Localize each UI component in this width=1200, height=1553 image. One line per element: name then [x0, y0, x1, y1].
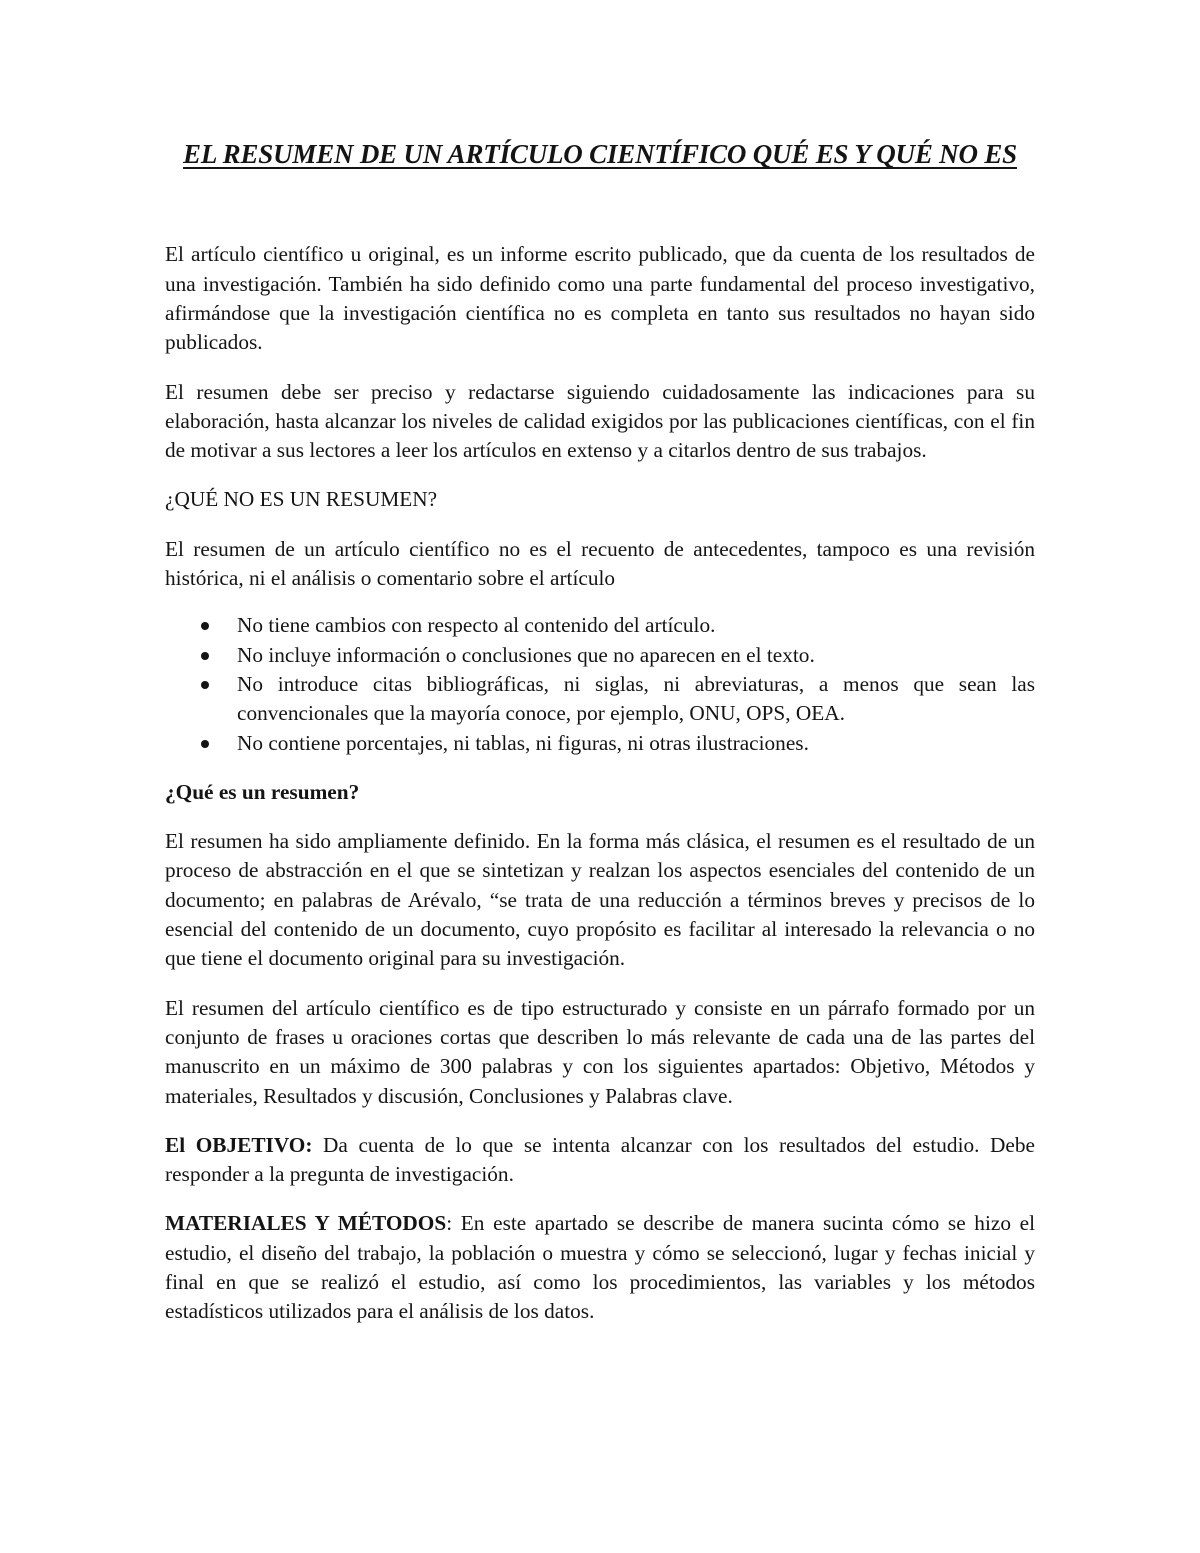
materiales-label: MATERIALES Y MÉTODOS: [165, 1211, 447, 1236]
document-title: EL RESUMEN DE UN ARTÍCULO CIENTÍFICO QUÉ ES Y QUÉ NO ES: [183, 139, 1017, 169]
list-item-text: No tiene cambios con respecto al contenido del artículo.: [237, 613, 716, 638]
bullet-icon: [201, 652, 209, 660]
paragraph-purpose: El resumen debe ser preciso y redactarse siguiendo cuidadosamente las indicaciones para su elaboración, hasta alcanzar los niveles de calidad exigidos por las publicaciones científicas, con el fin de motivar a sus lectores a leer los artículos en extenso y a citarlos dentro de sus trabajos.: [165, 379, 1035, 463]
list-item: [165, 641, 1035, 670]
paragraph-definition: El resumen ha sido ampliamente definido. En la forma más clásica, el resumen es el resultado de un proceso de abstracción en el que se sintetizan y realzan los aspectos esenciales del contenido de un documento; en palabras de Arévalo, “se trata de una reducción a términos breves y precisos de lo esencial del contenido de un documento, cuyo propósito es facilitar al interesado la relevancia o no que tiene el documento original para su investigación.: [165, 829, 1035, 971]
paragraph-intro: El artículo científico u original, es un informe escrito publicado, que da cuenta de los resultados de una investigación. También ha sido definido como una parte fundamental del proceso investigativo, afirmándose que la investigación científica no es completa en tanto sus resultados no hayan sido publicados.: [165, 242, 1035, 355]
list-item: [165, 611, 1035, 640]
bullet-icon: [201, 622, 209, 630]
bullet-icon: [201, 740, 209, 748]
paragraph-objetivo: [165, 1131, 1035, 1190]
materiales-text: : En este apartado se describe de manera sucinta cómo se hizo el estudio, el diseño del trabajo, la población o muestra y cómo se seleccionó, lugar y fechas inicial y final en que se realizó el estudio, así como los procedimientos, las variables y los métodos estadísticos utilizados para el análisis de los datos.: [165, 1211, 1035, 1324]
paragraph-structure: El resumen del artículo científico es de tipo estructurado y consiste en un párrafo formado por un conjunto de frases u oraciones cortas que describen lo más relevante de cada una de las partes del manuscrito en un máximo de 300 palabras y con los siguientes apartados: Objetivo, Métodos y materiales, Resultados y discusión, Conclusiones y Palabras clave.: [165, 995, 1035, 1108]
bullet-list: [165, 611, 1035, 757]
list-item: [165, 729, 1035, 758]
paragraph-not-intro: El resumen de un artículo científico no es el recuento de antecedentes, tampoco es una revisión histórica, ni el análisis o comentario sobre el artículo: [165, 536, 1035, 591]
objetivo-text: Da cuenta de lo que se intenta alcanzar con los resultados del estudio. Debe responder a la pregunta de investigación.: [165, 1132, 1035, 1187]
document-page: [165, 138, 1035, 1327]
objetivo-label: El OBJETIVO:: [165, 1132, 313, 1157]
list-item: [165, 670, 1035, 729]
list-item-text: No incluye información o conclusiones que no aparecen en el texto.: [237, 642, 815, 667]
list-item-text: No contiene porcentajes, ni tablas, ni figuras, ni otras ilustraciones.: [237, 730, 809, 755]
section-heading-is: ¿Qué es un resumen?: [165, 779, 360, 804]
paragraph-materiales: [165, 1209, 1035, 1326]
section-heading-not: ¿QUÉ NO ES UN RESUMEN?: [165, 487, 438, 512]
list-item-text: No introduce citas bibliográficas, ni siglas, ni abreviaturas, a menos que sean las convencionales que la mayoría conoce, por ejemplo, ONU, OPS, OEA.: [237, 671, 1035, 726]
bullet-icon: [201, 681, 209, 689]
